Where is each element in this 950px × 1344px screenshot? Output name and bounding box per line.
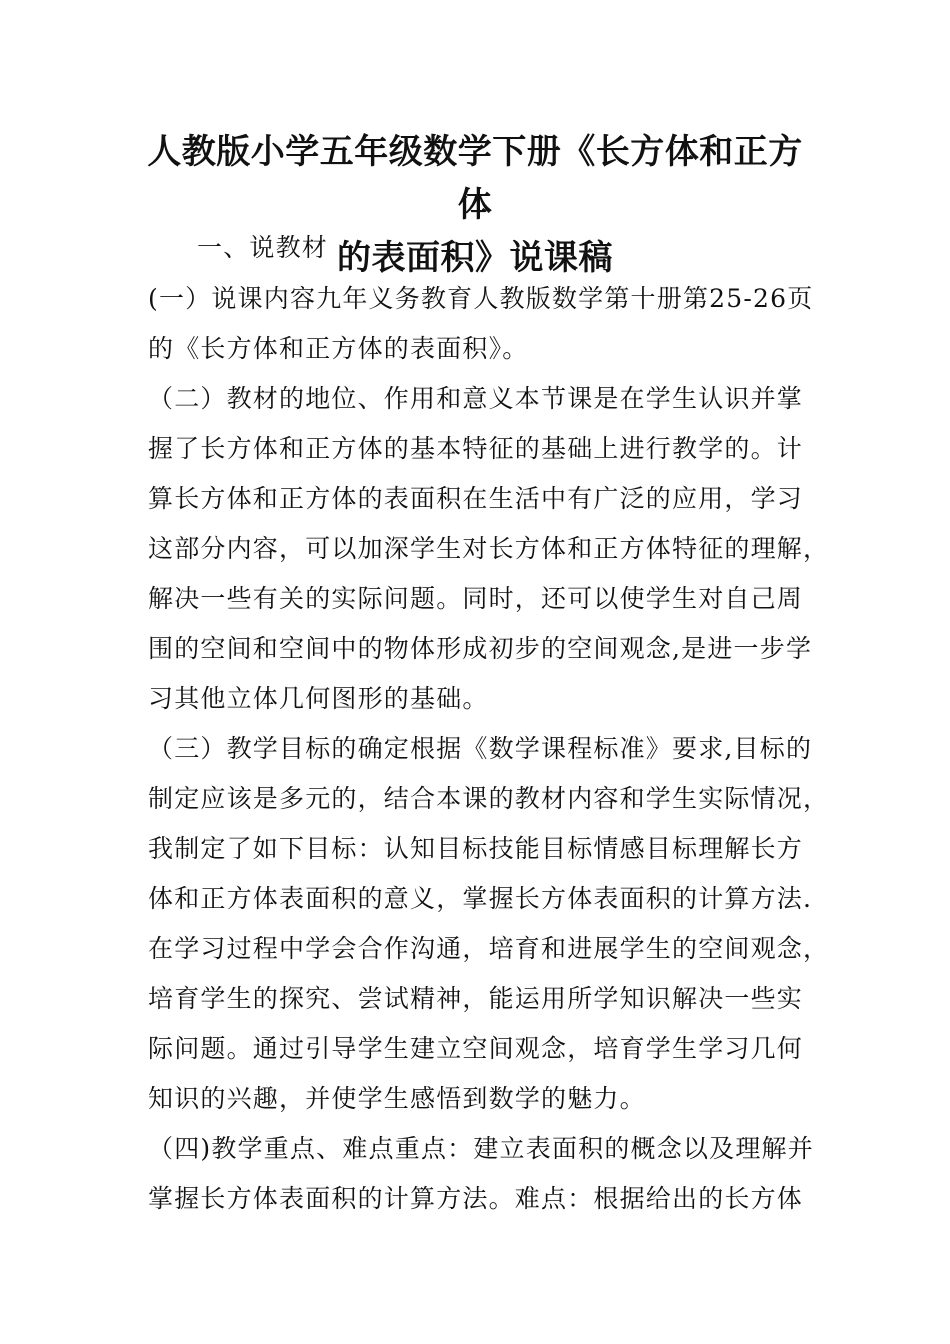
body-line: （四)教学重点、难点重点：建立表面积的概念以及理解并 [148, 1134, 814, 1163]
body-line: 的《长方体和正方体的表面积》。 [148, 334, 529, 363]
body-line: 围的空间和空间中的物体形成初步的空间观念,是进一步学 [148, 634, 813, 663]
body-line: 解决一些有关的实际问题。同时，还可以使学生对自己周 [148, 584, 804, 613]
body-line: 知识的兴趣，并使学生感悟到数学的魅力。 [148, 1084, 646, 1113]
body-line: 体和正方体表面积的意义，掌握长方体表面积的计算方法. [148, 884, 813, 913]
body-line: 算长方体和正方体的表面积在生活中有广泛的应用，学习 [148, 484, 804, 513]
body-line: 这部分内容，可以加深学生对长方体和正方体特征的理解， [148, 534, 830, 563]
body-line: 我制定了如下目标：认知目标技能目标情感目标理解长方 [148, 834, 804, 863]
title-line-1: 人教版小学五年级数学下册《长方体和正方体 [147, 132, 803, 225]
body-line: 握了长方体和正方体的基本特征的基础上进行教学的。计 [148, 434, 804, 463]
body-line: （二）教材的地位、作用和意义本节课是在学生认识并掌 [148, 384, 804, 413]
body-line: （三）教学目标的确定根据《数学课程标准》要求,目标的 [148, 734, 813, 763]
body-line: 培育学生的探究、尝试精神，能运用所学知识解决一些实 [148, 984, 804, 1013]
body-line: 掌握长方体表面积的计算方法。难点：根据给出的长方体 [148, 1184, 804, 1213]
body-line: 在学习过程中学会合作沟通，培育和进展学生的空间观念， [148, 934, 830, 963]
section-heading: 一、说教材 [197, 233, 329, 262]
body-line: 际问题。通过引导学生建立空间观念，培育学生学习几何 [148, 1034, 804, 1063]
body-line: (一）说课内容九年义务教育人教版数学第十册第25-26页 [148, 284, 814, 313]
body-line: 习其他立体几何图形的基础。 [148, 684, 489, 713]
title-line-2: 的表面积》说课稿 [337, 238, 613, 278]
body-line: 制定应该是多元的，结合本课的教材内容和学生实际情况， [148, 784, 830, 813]
